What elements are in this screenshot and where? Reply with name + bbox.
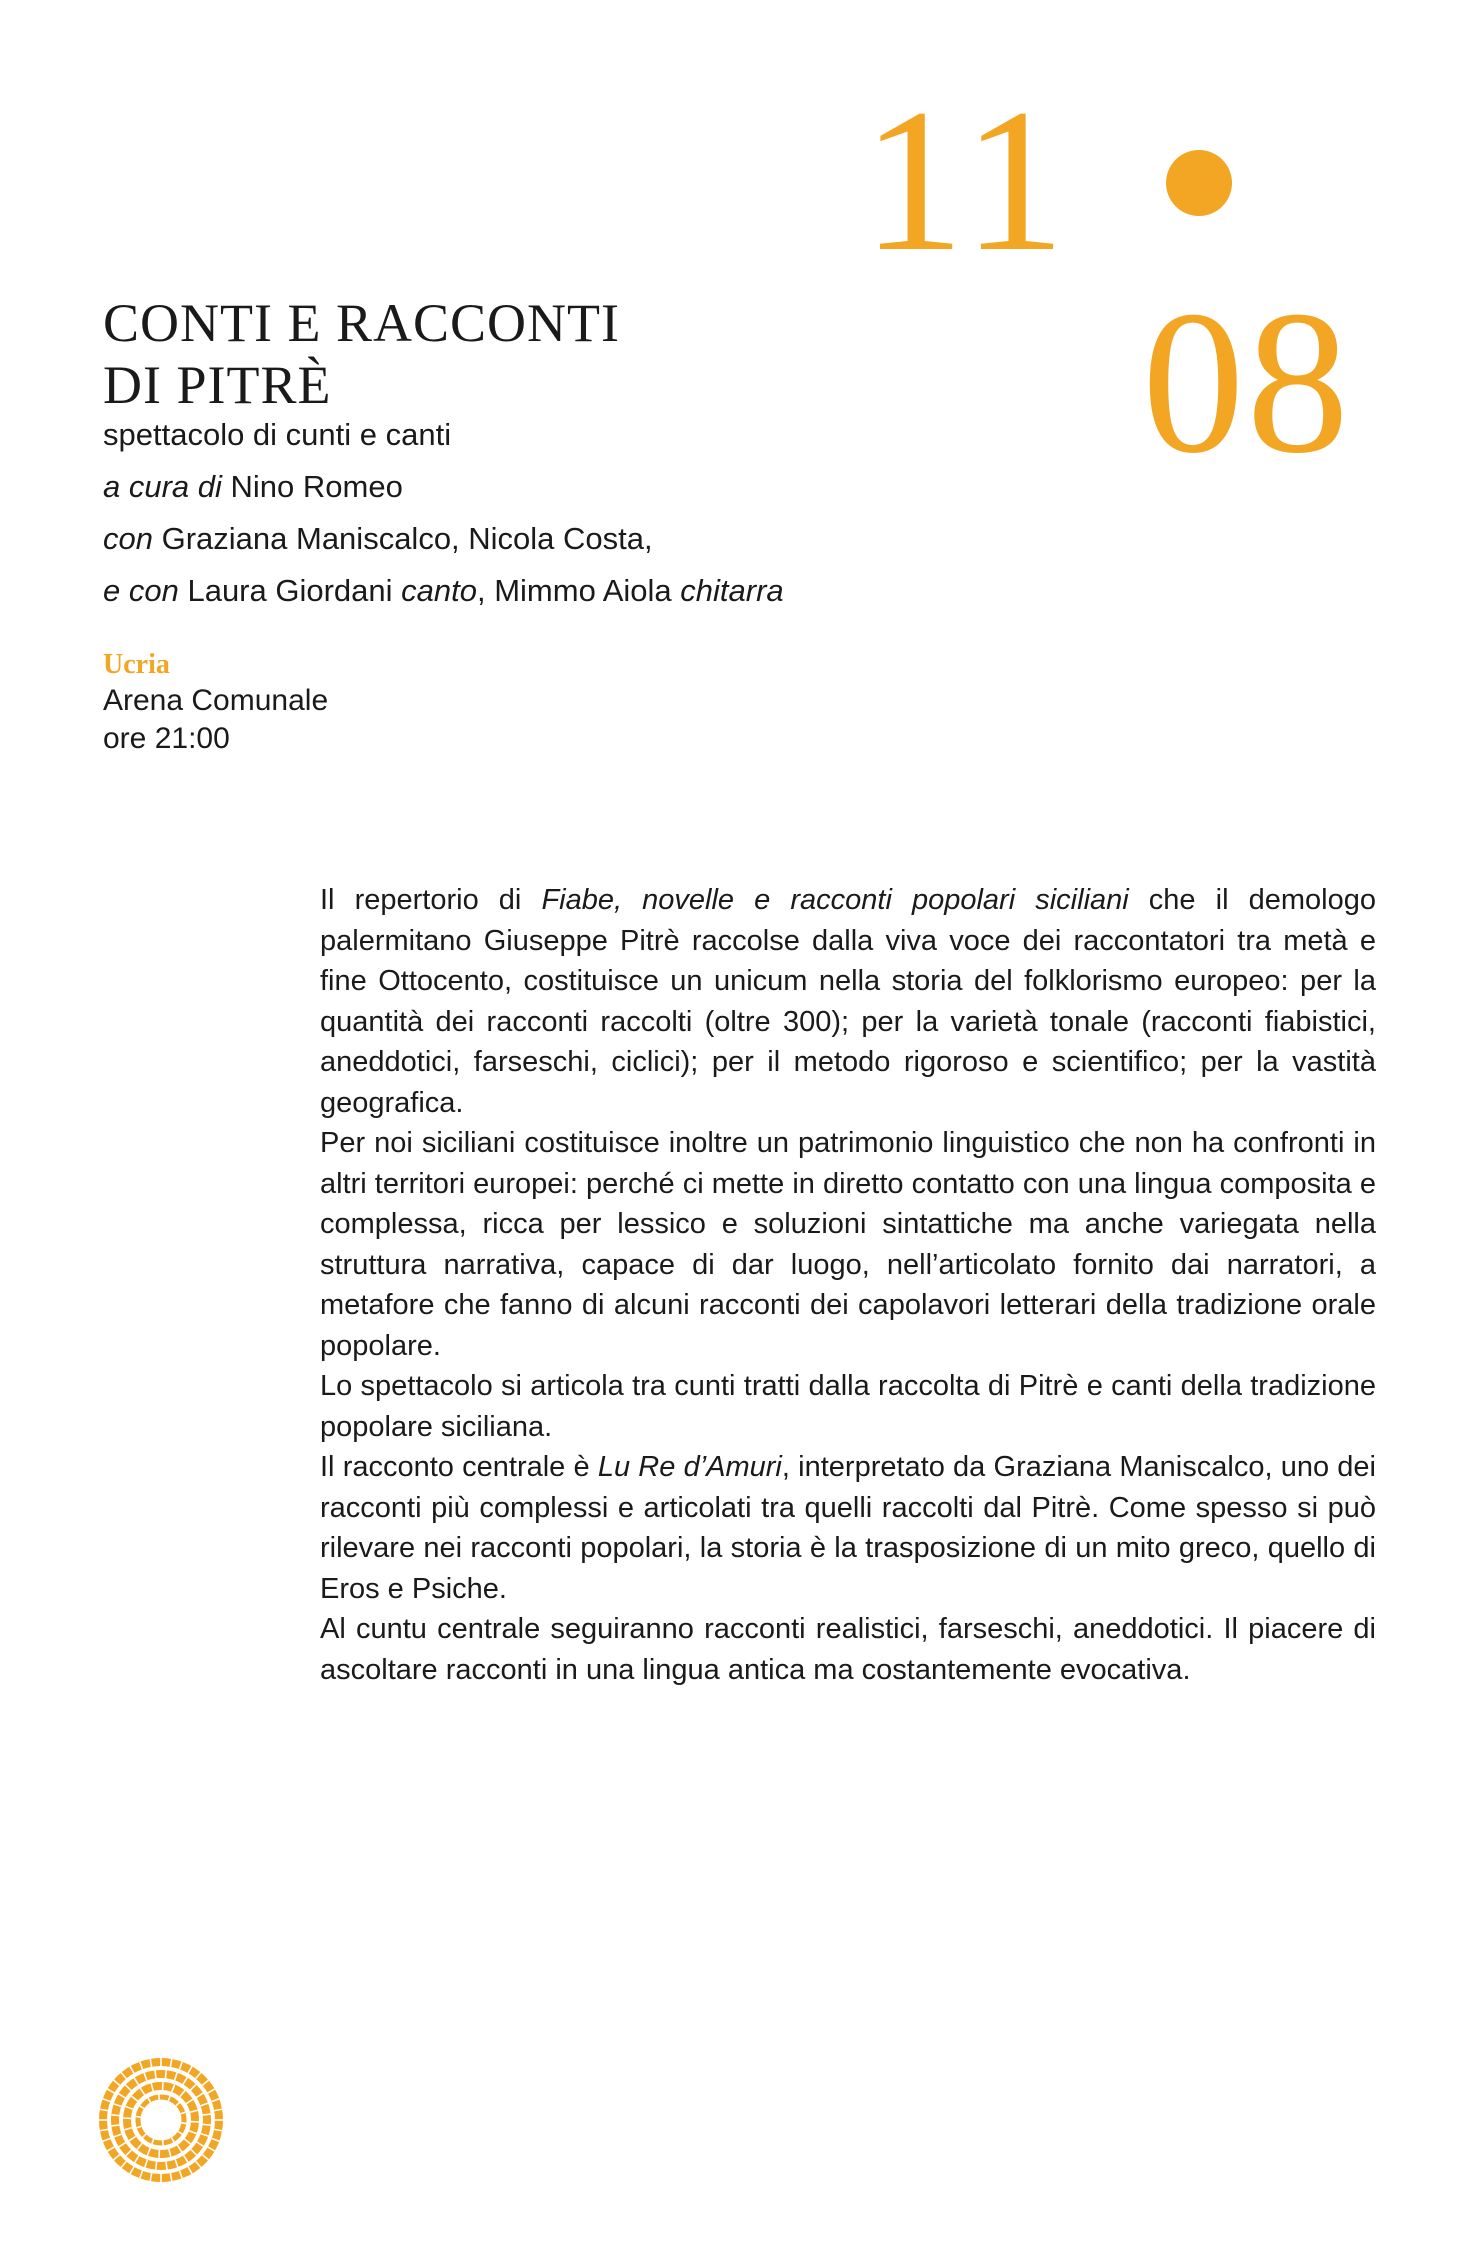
text-run: che il demologo palermitano Giuseppe Pitrè raccolse dalla viva voce dei raccontatori tra metà e fine Ottocento, costituisce un unicum nella storia del folklorismo europeo: per la quantità dei racconti raccolti (oltre 300); per la varietà tonale (racconti fiabistici, aneddotici, farseschi, ciclici); per il metodo rigoroso e scientifico; per la vastità geografica. [320,884,1376,1119]
event-title [103,292,620,416]
date-separator-dot [1166,150,1232,216]
brick-joint [136,2116,141,2117]
brick-joint [111,2125,119,2126]
cast-names: Graziana Maniscalco, Nicola Costa, [152,521,653,556]
brick-joint [181,2123,186,2124]
venue-place: Arena Comunale [103,684,329,717]
description-paragraph: Al cuntu centrale seguiranno racconti realistici, farseschi, aneddotici. Il piacere di ascoltare racconti in una lingua antica ma costantemente evocativa. [320,1613,1376,1686]
curator-line [103,461,784,513]
brick-joint [111,2115,119,2116]
brick-joint [203,2124,211,2125]
description-paragraph: Lo spettacolo si articola tra cunti tratti dalla raccolta di Pitrè e canti della tradizione popolare siciliana. [320,1370,1376,1443]
event-credits [103,409,784,617]
musicians-label: e con [103,573,179,608]
text-run: , interpretato da Graziana Maniscalco, uno dei racconti più complessi e articolati tra quelli raccolti dal Pitrè. Come spesso si può rilevare nei racconti popolari, la storia è la trasposizione di un mito greco, quello di Eros e Psiche. [320,1451,1376,1605]
event-day: 11 [862,67,1072,294]
circular-brick-arena-logo-icon [98,2057,224,2183]
curator-label: a cura di [103,469,222,504]
event-title-line-1: CONTI E RACCONTI [103,293,620,353]
brick-joint [155,2070,156,2078]
brick-joint [165,2070,166,2078]
musicians-line [103,565,784,617]
event-title-line-2: DI PITRÈ [103,355,332,415]
description-paragraph: Per noi siciliani costituisce inoltre un patrimonio linguistico che non ha confronti in altri territori europei: perché ci mette in diretto contatto con una lingua composita e complessa, ricca per lessico e soluzioni sintattiche ma anche variegata nella struttura narrativa, capace di dar luogo, nell’articolato fornito dai narratori, a metafore che fanno di alcuni racconti dei capolavori letterari della tradizione orale popolare. [320,1127,1376,1362]
venue-town: Ucria [103,649,170,680]
cast-label: con [103,521,153,556]
event-subtitle: spettacolo di cunti e canti [103,417,452,452]
curator-name: Nino Romeo [221,469,403,504]
text-run: Il repertorio di [320,884,542,916]
singer-name: Laura Giordani [178,573,402,608]
venue-info [103,648,328,758]
event-description [320,880,1376,1690]
event-time: ore 21:00 [103,722,230,755]
cast-line [103,513,784,565]
brick-joint [203,2114,211,2115]
brick-joint [156,2162,157,2170]
description-paragraph [320,1447,1376,1609]
brick-joint [166,2162,167,2170]
book-title: Fiabe, novelle e racconti popolari siciliani [541,884,1129,916]
guitarist-role: chitarra [680,573,784,608]
tale-title: Lu Re d’Amuri [597,1451,782,1483]
guitarist-name: , Mimmo Aiola [477,573,681,608]
description-paragraph [320,880,1376,1123]
singer-role: canto [401,573,477,608]
text-run: Il racconto centrale è [320,1451,598,1483]
event-month: 08 [1142,269,1351,496]
